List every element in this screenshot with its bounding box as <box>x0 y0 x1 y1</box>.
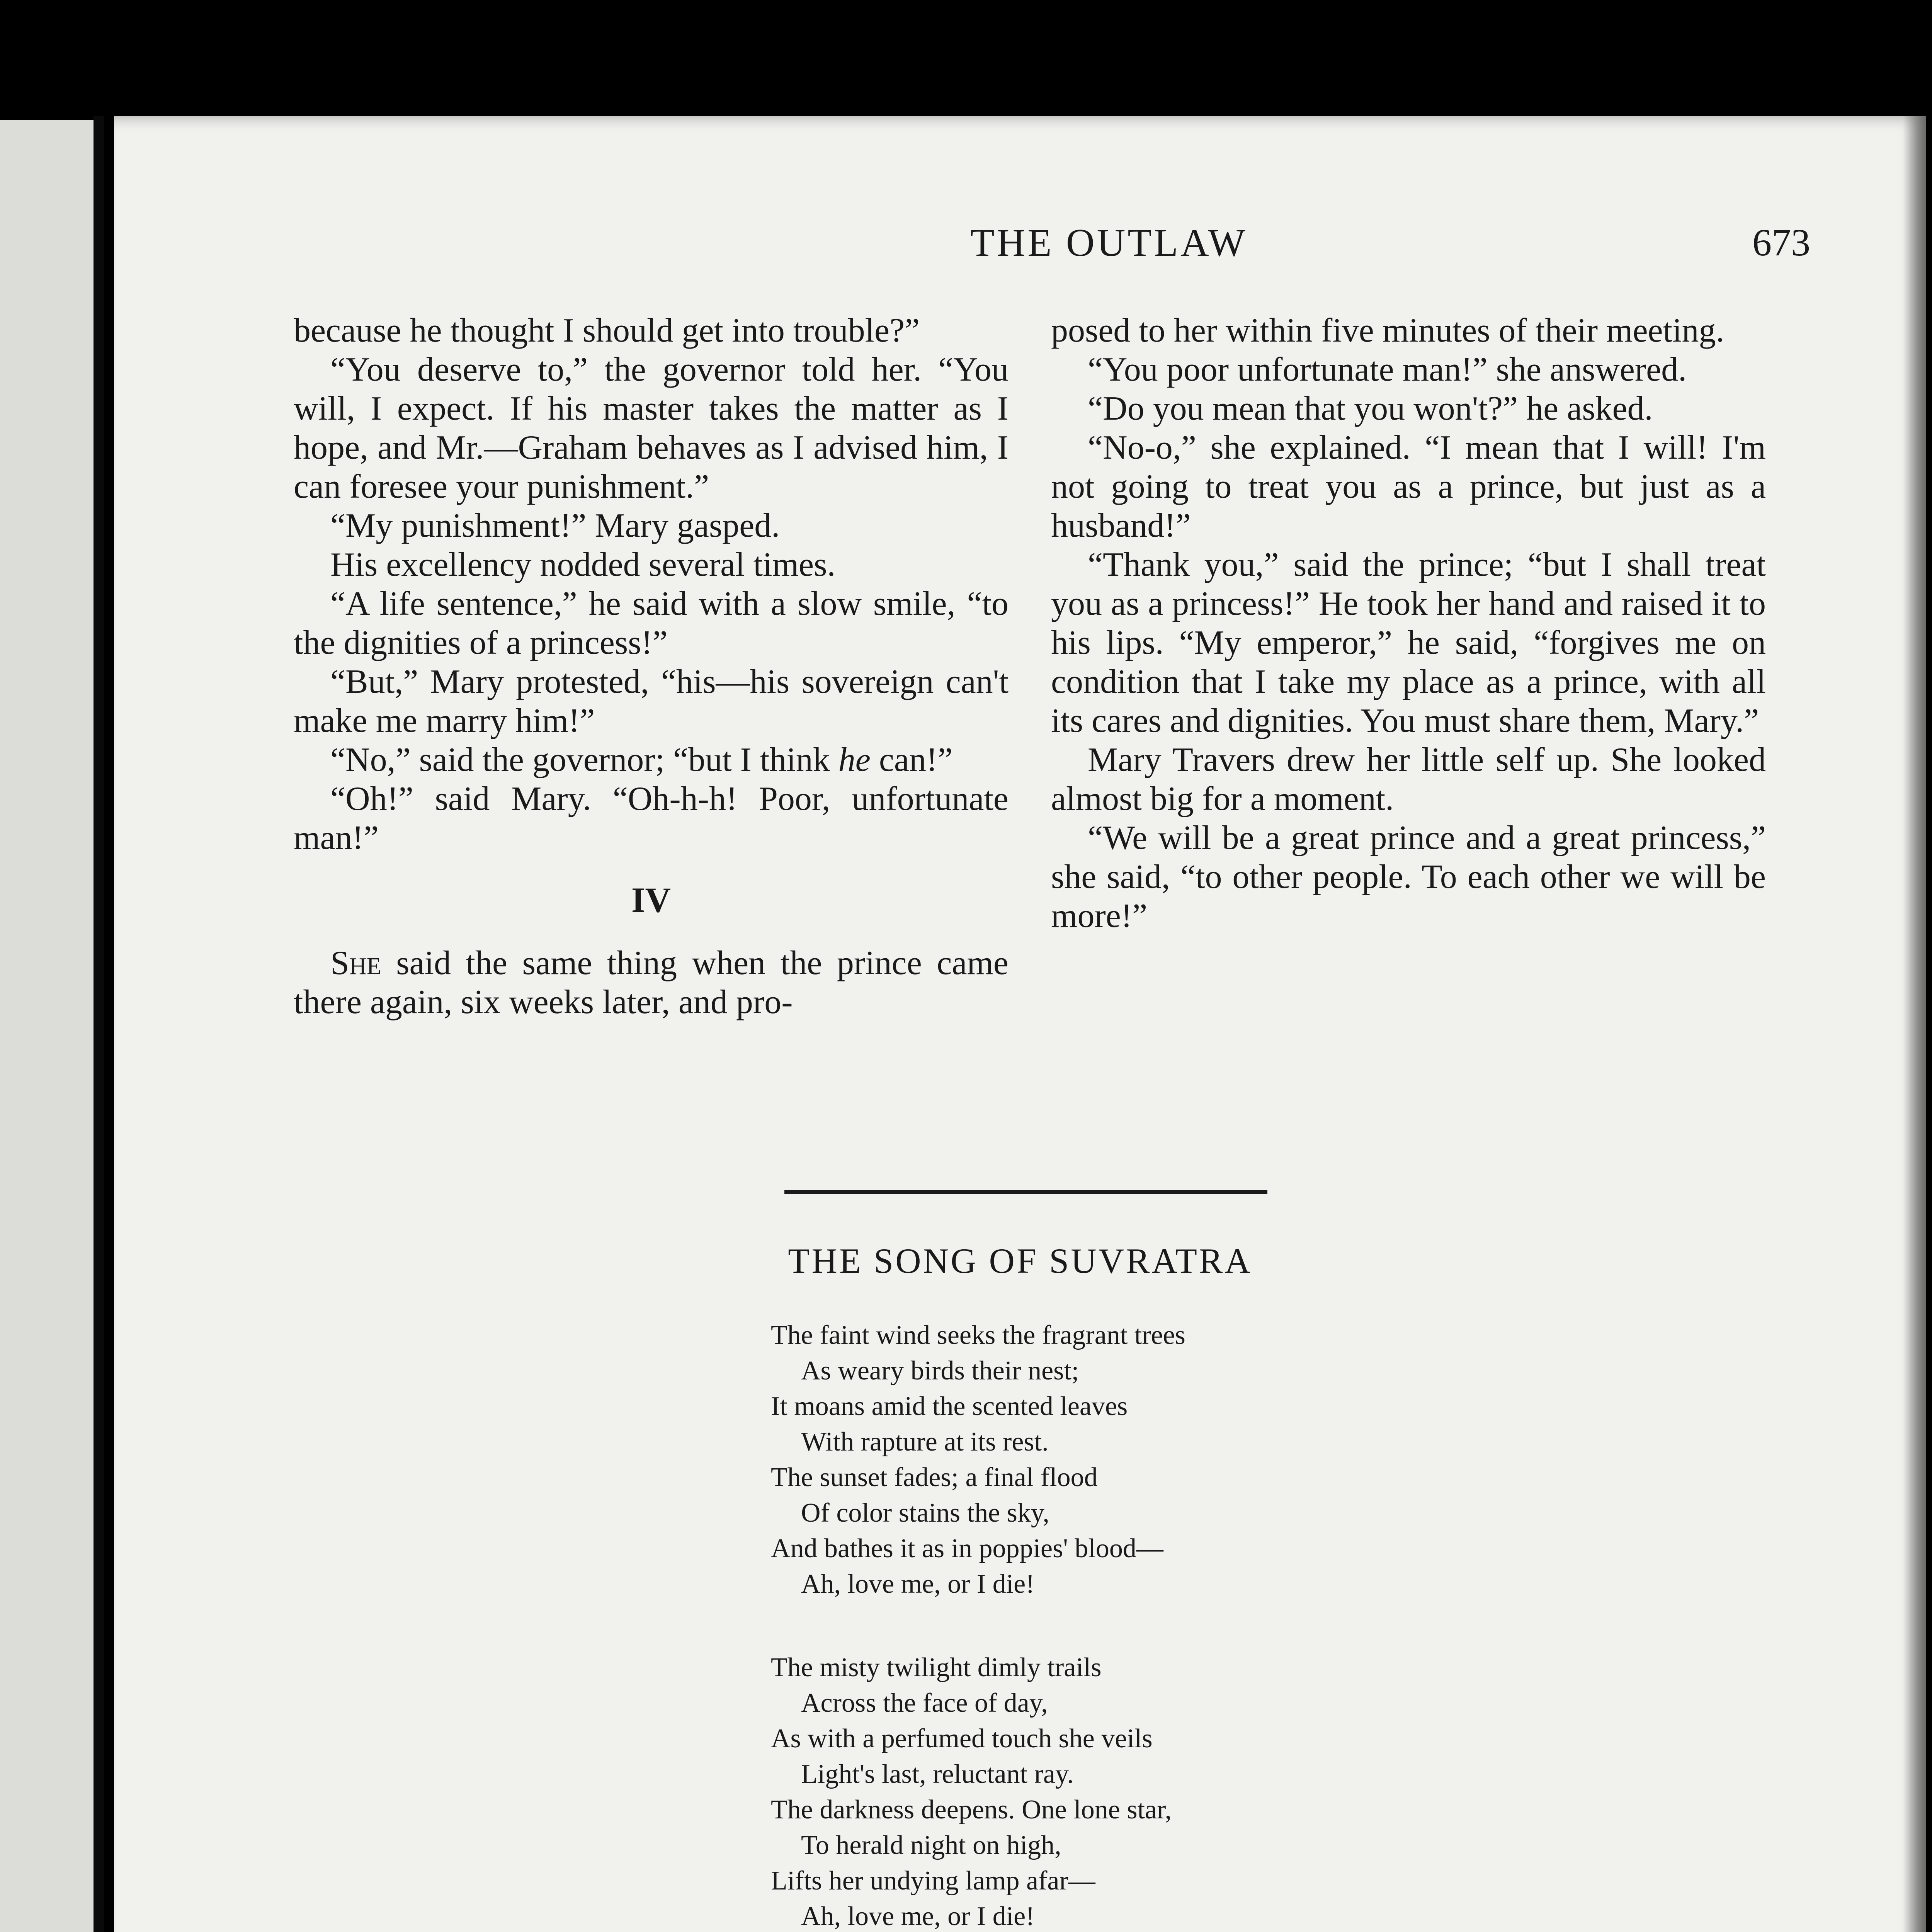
poem-line: The misty twilight dimly trails <box>771 1653 1102 1682</box>
section-divider <box>784 1190 1267 1194</box>
paragraph <box>294 740 1009 779</box>
poem-line: Ah, love me, or I die! <box>801 1569 1035 1599</box>
poem <box>771 1318 1505 1932</box>
poem-stanza <box>771 1650 1505 1932</box>
paragraph: “Do you mean that you won't?” he asked. <box>1088 390 1653 427</box>
poem-line: With rapture at its rest. <box>801 1427 1049 1457</box>
poem-stanza <box>771 1318 1505 1602</box>
paragraph: “We will be a great prince and a great princess,” she said, “to other people. To each other we will be more!” <box>1051 819 1766 935</box>
paragraph: “No-o,” she explained. “I mean that I will! I'm not going to treat you as a prince, but just as a husband!” <box>1051 429 1766 544</box>
paragraph-text: “No,” said the governor; “but I think <box>330 741 830 779</box>
poem-line: The faint wind seeks the fragrant trees <box>771 1320 1185 1350</box>
poem-line: The sunset fades; a final flood <box>771 1463 1098 1492</box>
paragraph: His excellency nodded several times. <box>330 546 836 583</box>
facing-page-edge <box>0 120 94 1932</box>
poem-line: Ah, love me, or I die! <box>801 1901 1035 1931</box>
page-number: 673 <box>1752 221 1810 264</box>
paragraph: “Oh!” said Mary. “Oh-h-h! Poor, unfortunate man!” <box>294 780 1009 857</box>
poem-line: Lifts her undying lamp afar— <box>771 1866 1095 1896</box>
poem-line: As with a perfumed touch she veils <box>771 1724 1153 1753</box>
paragraph: “You poor unfortunate man!” she answered. <box>1088 351 1687 388</box>
paragraph: “But,” Mary protested, “his—his sovereign can't make me marry him!” <box>294 663 1009 740</box>
paragraph: posed to her within five minutes of their meeting. <box>1051 312 1725 349</box>
poem-line: Light's last, reluctant ray. <box>801 1759 1074 1789</box>
poem-line: As weary birds their nest; <box>801 1356 1079 1386</box>
poem-line: It moans amid the scented leaves <box>771 1391 1128 1421</box>
paragraph: “A life sentence,” he said with a slow smile, “to the dignities of a princess!” <box>294 585 1009 662</box>
paragraph: because he thought I should get into trouble?” <box>294 312 920 349</box>
paragraph <box>294 944 1009 1022</box>
paragraph: “My punishment!” Mary gasped. <box>330 507 780 544</box>
page-edge-shadow <box>1903 116 1926 1932</box>
poem-line: Of color stains the sky, <box>801 1498 1049 1528</box>
page-gutter <box>94 116 104 1932</box>
paragraph-text: said the same thing when the prince came there again, six weeks later, and pro- <box>294 944 1009 1021</box>
section-first-word: She <box>330 944 381 982</box>
paragraph: Mary Travers drew her little self up. She looked almost big for a moment. <box>1051 741 1766 818</box>
running-head <box>408 220 1810 274</box>
poem-line: And bathes it as in poppies' blood— <box>771 1534 1163 1563</box>
running-title: THE OUTLAW <box>970 221 1248 265</box>
story-column-right <box>1051 311 1766 935</box>
poem-line: Across the face of day, <box>801 1688 1048 1718</box>
magazine-page <box>114 116 1926 1932</box>
section-heading: IV <box>631 880 671 920</box>
paragraph-text: can!” <box>879 741 953 779</box>
poem-line: To herald night on high, <box>801 1830 1061 1860</box>
paragraph: “You deserve to,” the governor told her. “You will, I expect. If his master takes the matter as I hope, and Mr.—Graham behaves as I advised him, I can foresee your punishment.” <box>294 351 1009 505</box>
story-column-left <box>294 311 1009 1022</box>
poem-line: The darkness deepens. One lone star, <box>771 1795 1172 1825</box>
emphasis-word: he <box>838 741 871 779</box>
paragraph: “Thank you,” said the prince; “but I shall treat you as a princess!” He took her hand and raised it to his lips. “My emperor,” he said, “forgives me on condition that I take my place as a prince, with all its cares and dignities. You must share them, Mary.” <box>1051 546 1766 740</box>
poem-title: THE SONG OF SUVRATRA <box>788 1241 1252 1281</box>
